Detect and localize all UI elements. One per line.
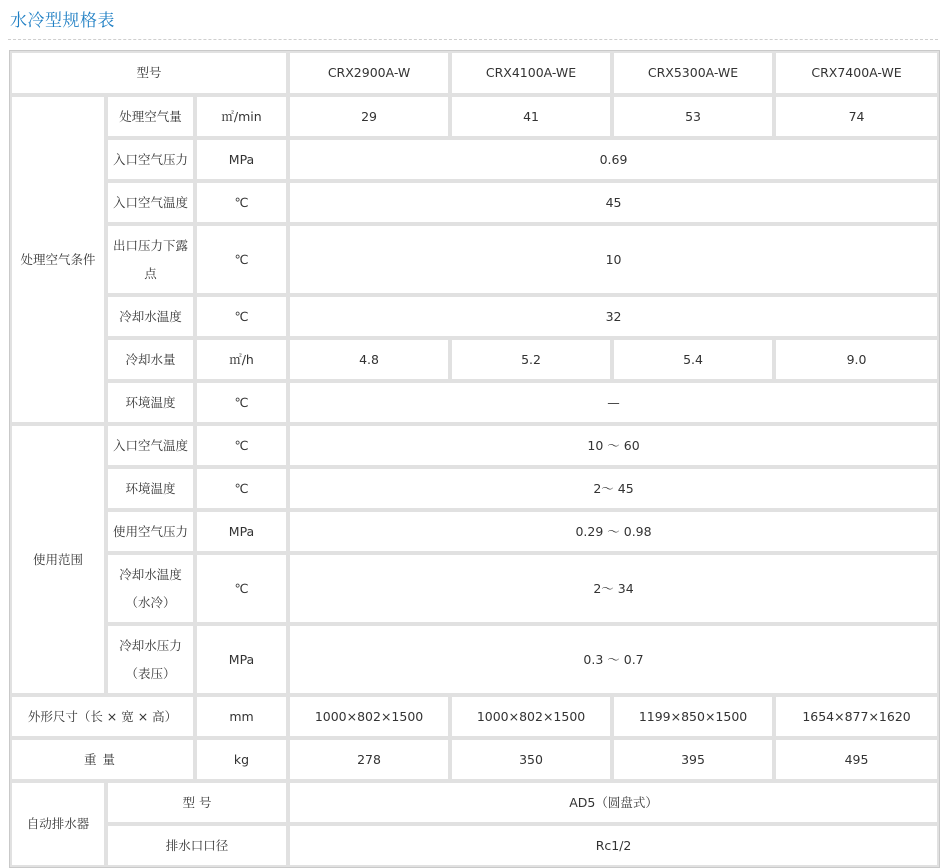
table-row [10, 781, 939, 824]
cell-value: 10 ～ 60 [288, 424, 939, 467]
section-label-drain: 自动排水器 [10, 781, 106, 867]
cell-value: 350 [450, 738, 612, 781]
cell-value: 45 [288, 181, 939, 224]
spec-table [9, 50, 940, 868]
table-row [10, 824, 939, 867]
row-unit: MPa [195, 624, 288, 695]
cell-value: 10 [288, 224, 939, 295]
row-name: 入口空气温度 [106, 181, 195, 224]
row-name: 环境温度 [106, 467, 195, 510]
cell-value: 32 [288, 295, 939, 338]
row-name: 冷却水量 [106, 338, 195, 381]
row-name: 型 号 [106, 781, 288, 824]
cell-value: 0.69 [288, 138, 939, 181]
section-label-processing: 处理空气条件 [10, 95, 106, 424]
table-row [10, 738, 939, 781]
cell-value: 29 [288, 95, 450, 138]
cell-value: — [288, 381, 939, 424]
row-unit: MPa [195, 138, 288, 181]
cell-value: 495 [774, 738, 939, 781]
table-row [10, 695, 939, 738]
cell-value: 1000×802×1500 [450, 695, 612, 738]
row-name: 出口压力下露点 [106, 224, 195, 295]
row-name: 外形尺寸（长 × 宽 × 高） [10, 695, 195, 738]
table-row [10, 295, 939, 338]
row-unit: ㎡/min [195, 95, 288, 138]
cell-value: 2～ 34 [288, 553, 939, 624]
table-row [10, 467, 939, 510]
page-title: 水冷型规格表 [10, 11, 115, 31]
cell-value: 1654×877×1620 [774, 695, 939, 738]
model-header: CRX2900A-W [288, 51, 450, 95]
cell-value: 278 [288, 738, 450, 781]
cell-value: 41 [450, 95, 612, 138]
row-name: 入口空气温度 [106, 424, 195, 467]
table-row [10, 138, 939, 181]
table-row [10, 510, 939, 553]
table-row [10, 381, 939, 424]
header-row [10, 51, 939, 95]
cell-value: 5.4 [612, 338, 774, 381]
model-header: CRX5300A-WE [612, 51, 774, 95]
row-name: 冷却水压力（表压） [106, 624, 195, 695]
table-row [10, 553, 939, 624]
model-label: 型号 [10, 51, 288, 95]
row-unit: kg [195, 738, 288, 781]
cell-value: 1000×802×1500 [288, 695, 450, 738]
row-unit: mm [195, 695, 288, 738]
cell-value: 2～ 45 [288, 467, 939, 510]
table-row [10, 424, 939, 467]
table-row [10, 338, 939, 381]
cell-value: 53 [612, 95, 774, 138]
row-unit: ℃ [195, 424, 288, 467]
row-name: 使用空气压力 [106, 510, 195, 553]
row-name: 排水口口径 [106, 824, 288, 867]
cell-value: AD5（圆盘式） [288, 781, 939, 824]
row-unit: ℃ [195, 467, 288, 510]
row-name: 重量 [10, 738, 195, 781]
row-name: 处理空气量 [106, 95, 195, 138]
row-unit: ℃ [195, 181, 288, 224]
cell-value: 9.0 [774, 338, 939, 381]
row-name: 冷却水温度（水冷） [106, 553, 195, 624]
title-divider [8, 39, 938, 40]
row-unit: MPa [195, 510, 288, 553]
cell-value: Rc1/2 [288, 824, 939, 867]
cell-value: 1199×850×1500 [612, 695, 774, 738]
model-header: CRX4100A-WE [450, 51, 612, 95]
cell-value: 74 [774, 95, 939, 138]
row-unit: ℃ [195, 553, 288, 624]
table-row [10, 95, 939, 138]
table-row [10, 181, 939, 224]
table-row [10, 624, 939, 695]
cell-value: 4.8 [288, 338, 450, 381]
row-name: 环境温度 [106, 381, 195, 424]
cell-value: 395 [612, 738, 774, 781]
section-label-usage: 使用范围 [10, 424, 106, 695]
row-name: 冷却水温度 [106, 295, 195, 338]
cell-value: 0.29 ～ 0.98 [288, 510, 939, 553]
row-unit: ℃ [195, 295, 288, 338]
cell-value: 5.2 [450, 338, 612, 381]
row-name: 入口空气压力 [106, 138, 195, 181]
model-header: CRX7400A-WE [774, 51, 939, 95]
table-row [10, 224, 939, 295]
row-unit: ㎡/h [195, 338, 288, 381]
row-unit: ℃ [195, 224, 288, 295]
cell-value: 0.3 ～ 0.7 [288, 624, 939, 695]
row-unit: ℃ [195, 381, 288, 424]
